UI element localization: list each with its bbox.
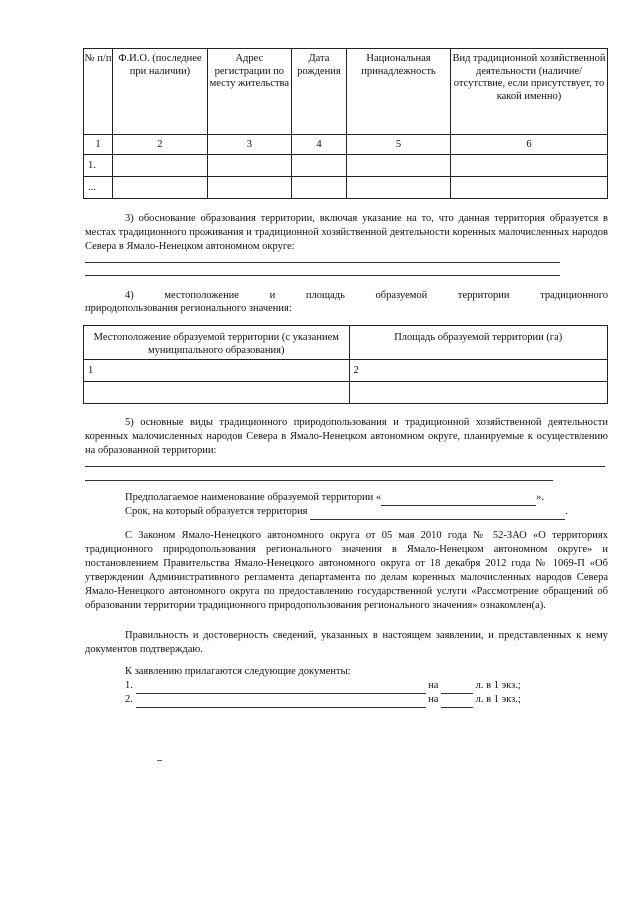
col-number-3: 3 xyxy=(207,135,291,155)
location-paragraph-line2: природопользования регионального значения: xyxy=(85,303,292,314)
location-cell[interactable]: 1 xyxy=(84,360,350,382)
col-number-6: 6 xyxy=(450,135,607,155)
attachment-suffix: л. в 1 экз.; xyxy=(475,694,521,705)
scan-mark xyxy=(157,760,162,761)
col-header-address: Адрес регистрации по месту жительства xyxy=(207,49,291,135)
territory-name-close: ». xyxy=(536,492,544,503)
table-cell[interactable] xyxy=(207,177,291,199)
table-cell[interactable] xyxy=(349,382,607,404)
table-cell[interactable] xyxy=(84,382,350,404)
residents-table xyxy=(83,48,608,199)
attachment-pages-input[interactable] xyxy=(441,679,473,694)
col-number-2: 2 xyxy=(113,135,208,155)
attachment-suffix: л. в 1 экз.; xyxy=(475,680,521,691)
territory-name-label: Предполагаемое наименование образуемой территории « xyxy=(125,492,382,503)
col-header-location: Местоположение образуемой территории (с указанием муниципального образования) xyxy=(84,326,350,360)
table-cell[interactable] xyxy=(291,177,346,199)
activities-line[interactable] xyxy=(85,480,553,481)
territory-term-label: Срок, на который образуется территория xyxy=(125,506,308,517)
area-cell[interactable]: 2 xyxy=(349,360,607,382)
table-row xyxy=(84,360,608,382)
table-cell[interactable] xyxy=(113,177,208,199)
row-label: ... xyxy=(84,177,113,199)
table-cell[interactable] xyxy=(291,155,346,177)
table-cell[interactable] xyxy=(113,155,208,177)
attachment-input[interactable] xyxy=(136,693,426,708)
row-label: 1. xyxy=(84,155,113,177)
col-header-activity: Вид традиционной хозяйственной деятельности (наличие/отсутствие, если присутствует, то какой именно) xyxy=(450,49,607,135)
col-header-area: Площадь образуемой территории (га) xyxy=(349,326,607,360)
attachment-number: 2. xyxy=(125,694,133,705)
location-paragraph-line1: 4) местоположение и площадь образуемой территории традиционного xyxy=(125,290,608,301)
territory-name-input[interactable] xyxy=(381,491,536,506)
attachment-input[interactable] xyxy=(136,679,426,694)
territory-term-row xyxy=(125,505,568,520)
attachment-pages-input[interactable] xyxy=(441,693,473,708)
attachment-on: на xyxy=(428,694,439,705)
col-number-1: 1 xyxy=(84,135,113,155)
location-table xyxy=(83,325,608,404)
territory-term-close: . xyxy=(565,506,568,517)
attachment-row-1 xyxy=(125,679,521,694)
table-cell[interactable] xyxy=(450,177,607,199)
col-header-name: Ф.И.О. (последнее при наличии) xyxy=(113,49,208,135)
activities-line[interactable] xyxy=(85,466,605,467)
justification-line[interactable] xyxy=(85,262,560,263)
justification-paragraph: 3) обоснование образования территории, включая указание на то, что данная территория образуется в местах традиционного проживания и традиционной хозяйственной деятельности коренных малочисленных народов Севера в Ямало-Ненецком автономном округе: xyxy=(85,213,608,252)
attachment-number: 1. xyxy=(125,680,133,691)
col-header-nationality: Национальная принадлежность xyxy=(347,49,451,135)
table-row xyxy=(84,155,608,177)
attachments-title: К заявлению прилагаются следующие документы: xyxy=(125,666,351,677)
territory-term-input[interactable] xyxy=(310,505,565,520)
attachment-row-2 xyxy=(125,693,521,708)
table-cell[interactable] xyxy=(347,177,451,199)
col-number-5: 5 xyxy=(347,135,451,155)
attachment-on: на xyxy=(428,680,439,691)
col-number-4: 4 xyxy=(291,135,346,155)
col-header-birthdate: Дата рождения xyxy=(291,49,346,135)
justification-line[interactable] xyxy=(85,275,560,276)
table-row xyxy=(84,382,608,404)
law-acknowledgement-paragraph: С Законом Ямало-Ненецкого автономного округа от 05 мая 2010 года № 52-ЗАО «О территориях традиционного природопользования регионального значения в Ямало-Ненецком автономном округе» и постановлением Правительства Ямало-Ненецкого автономного округа от 18 декабря 2012 года № 1069-П «Об утверждении Административного регламента департамента по делам коренных малочисленных народов Севера Ямало-Ненецкого автономного округа по предоставлению государственной услуги «Рассмотрение обращений об образовании территории традиционного природопользования регионального значения» ознакомлен(а). xyxy=(85,530,608,611)
activities-paragraph: 5) основные виды традиционного природопользования и традиционной хозяйственной деятельности коренных малочисленных народов Севера в Ямало-Ненецком автономном округе, планируемые к осуществлению на образованной территории: xyxy=(85,417,608,456)
table-row xyxy=(84,177,608,199)
col-header-number: № п/п xyxy=(84,49,113,135)
table-cell[interactable] xyxy=(347,155,451,177)
confirmation-paragraph: Правильность и достоверность сведений, указанных в настоящем заявлении, и представленных к нему документов подтверждаю. xyxy=(85,630,608,655)
territory-name-row xyxy=(125,491,544,506)
table-cell[interactable] xyxy=(450,155,607,177)
table-cell[interactable] xyxy=(207,155,291,177)
